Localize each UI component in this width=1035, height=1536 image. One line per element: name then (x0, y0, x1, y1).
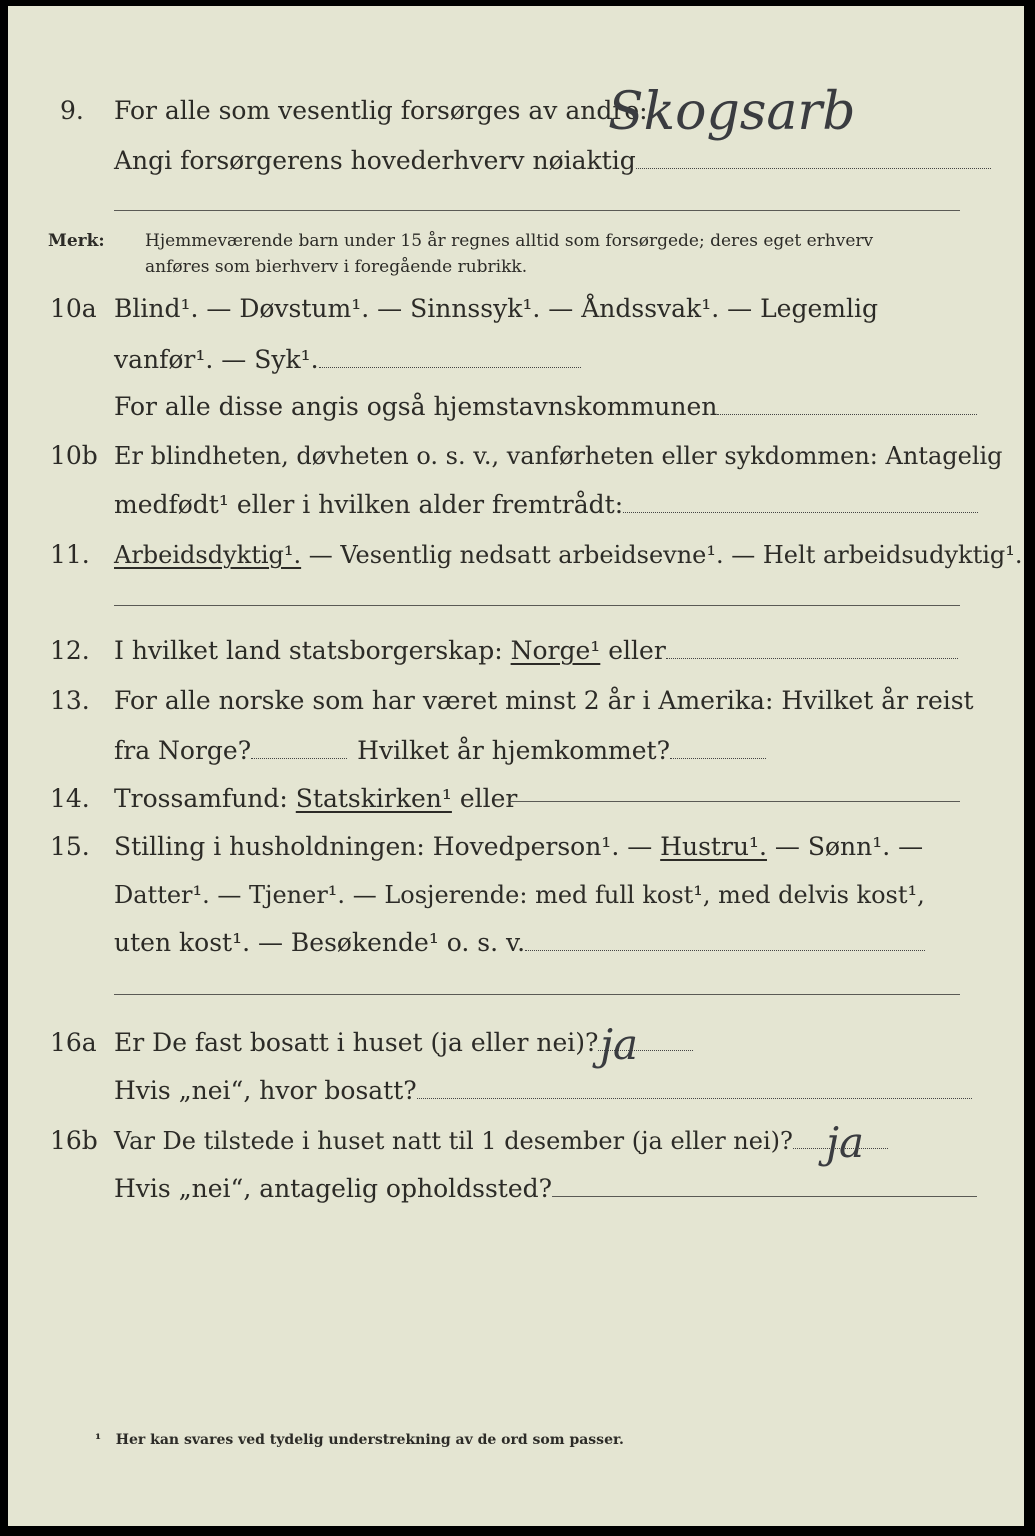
q16b-line1: Var De tilstede i huset natt til 1 desember (ja eller nei)? (114, 1126, 888, 1156)
footnote: ¹ Her kan svares ved tydelig understrekning av de ord som passer. (95, 1432, 624, 1448)
q10b-line2: medfødt¹ eller i hvilken alder fremtrådt: (114, 490, 978, 520)
rule-9 (114, 210, 960, 211)
q15-number: 15. (50, 832, 90, 861)
q9-line1: For alle som vesentlig forsørges av andre: (114, 96, 648, 125)
q15-line3: uten kost¹. — Besøkende¹ o. s. v. (114, 928, 925, 958)
q13-line2: fra Norge? Hvilket år hjemkommet? (114, 736, 766, 766)
q14-line: Trossamfund: Statskirken¹ eller (114, 784, 518, 813)
q16b-number: 16b (50, 1126, 98, 1155)
q11-line: Arbeidsdyktig¹. — Vesentlig nedsatt arbeidsevne¹. — Helt arbeidsudyktig¹. (114, 541, 1023, 569)
merk-line1: Hjemmeværende barn under 15 år regnes alltid som forsørgede; deres eget erhverv (145, 231, 874, 251)
q9-line2: Angi forsørgerens hovederhverv nøiaktig (114, 146, 991, 176)
rule-11 (114, 605, 960, 606)
q10a-line1: Blind¹. — Døvstum¹. — Sinnssyk¹. — Åndssvak¹. — Legemlig (114, 294, 878, 323)
q14-answer-line (508, 801, 960, 802)
q16b-handwritten-answer: ja (826, 1118, 865, 1167)
q10b-line1: Er blindheten, døvheten o. s. v., vanførheten eller sykdommen: Antagelig (114, 442, 1003, 470)
q16a-number: 16a (50, 1028, 97, 1057)
q10a-line3: For alle disse angis også hjemstavnskommunen (114, 392, 977, 422)
merk-label: Merk: (48, 231, 105, 251)
q15-line1: Stilling i husholdningen: Hovedperson¹. — Hustru¹. — Sønn¹. — (114, 832, 924, 861)
q13-line1: For alle norske som har været minst 2 år i Amerika: Hvilket år reist (114, 686, 974, 715)
q14-number: 14. (50, 784, 90, 813)
q10b-number: 10b (50, 441, 98, 470)
rule-15 (114, 994, 960, 995)
merk-line2: anføres som bierhverv i foregående rubrikk. (145, 257, 528, 277)
q12-line: I hvilket land statsborgerskap: Norge¹ eller (114, 636, 958, 666)
q9-handwritten-answer: Skogsarb (608, 82, 856, 142)
q13-number: 13. (50, 686, 90, 715)
q16a-handwritten-answer: ja (600, 1020, 639, 1069)
q16a-line2: Hvis „nei“, hvor bosatt? (114, 1076, 972, 1106)
q11-number: 11. (50, 540, 90, 569)
q10a-line2: vanfør¹. — Syk¹. (114, 345, 581, 375)
q15-line2: Datter¹. — Tjener¹. — Losjerende: med full kost¹, med delvis kost¹, (114, 881, 925, 909)
form-page (8, 6, 1024, 1526)
q10a-number: 10a (50, 294, 97, 323)
q16b-line2: Hvis „nei“, antagelig opholdssted? (114, 1174, 977, 1204)
q12-number: 12. (50, 636, 90, 665)
q16a-line1: Er De fast bosatt i huset (ja eller nei)? (114, 1028, 693, 1058)
q9-number: 9. (60, 96, 84, 125)
